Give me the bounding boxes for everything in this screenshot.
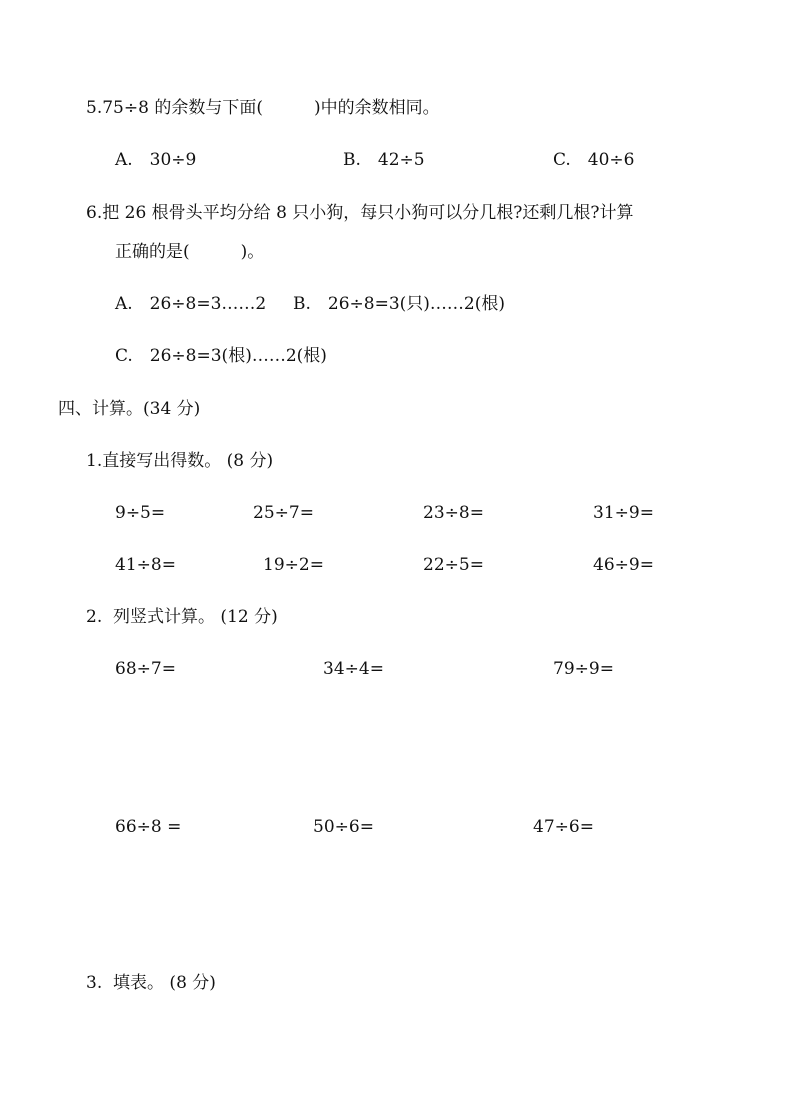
mental-calc-item: 23÷8= — [423, 503, 484, 523]
vertical-calc-item: 50÷6= — [313, 817, 374, 837]
section-4-title: 四、计算。(34 分) — [58, 399, 201, 419]
vertical-calc-item: 34÷4= — [323, 659, 384, 679]
vertical-calc-item: 47÷6= — [533, 817, 594, 837]
question-6-stem-line1: 6.把 26 根骨头平均分给 8 只小狗，每只小狗可以分几根?还剩几根?计算 — [86, 203, 634, 223]
question-5-option-a: A. 30÷9 — [115, 150, 197, 170]
part-1-title: 1.直接写出得数。 (8 分) — [86, 451, 274, 471]
question-6-option-b: B. 26÷8=3(只)……2(根) — [293, 294, 505, 314]
mental-calc-item: 9÷5= — [115, 503, 166, 523]
mental-calc-item: 25÷7= — [253, 503, 314, 523]
question-5-stem: 5.75÷8 的余数与下面( )中的余数相同。 — [86, 98, 440, 118]
part-2-title: 2. 列竖式计算。 (12 分) — [86, 607, 278, 627]
mental-calc-item: 22÷5= — [423, 555, 484, 575]
mental-calc-item: 46÷9= — [593, 555, 654, 575]
mental-calc-item: 19÷2= — [263, 555, 324, 575]
question-6-option-c: C. 26÷8=3(根)……2(根) — [115, 346, 327, 366]
question-5-option-b: B. 42÷5 — [343, 150, 425, 170]
question-5-option-c: C. 40÷6 — [553, 150, 635, 170]
part-3-title: 3. 填表。 (8 分) — [86, 973, 216, 993]
question-6-stem-line2: 正确的是( )。 — [115, 242, 265, 262]
vertical-calc-item: 79÷9= — [553, 659, 614, 679]
vertical-calc-item: 68÷7= — [115, 659, 176, 679]
mental-calc-item: 41÷8= — [115, 555, 176, 575]
vertical-calc-item: 66÷8 = — [115, 817, 182, 837]
mental-calc-item: 31÷9= — [593, 503, 654, 523]
question-6-option-a: A. 26÷8=3……2 — [115, 294, 267, 314]
